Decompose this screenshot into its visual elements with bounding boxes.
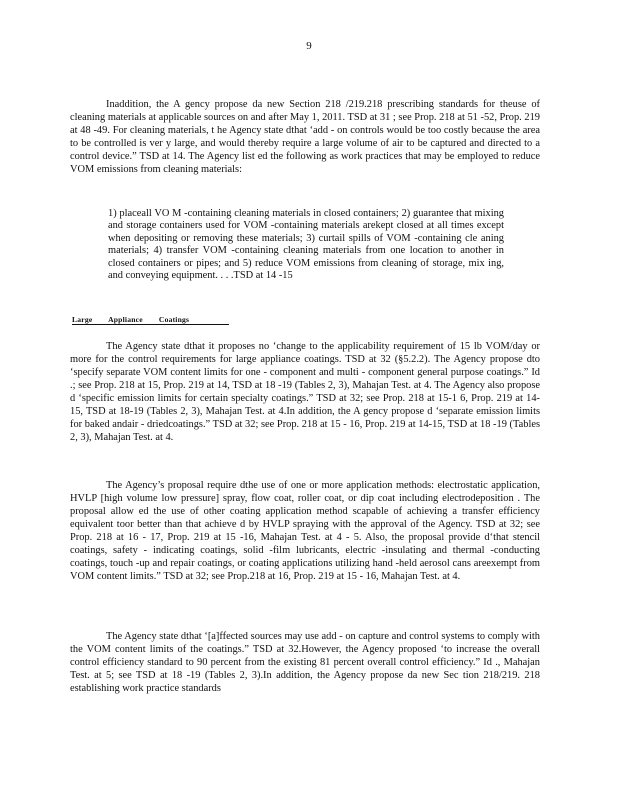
paragraph-text: The Agency state dthat ‘[a]ffected sources may use add - on capture and control systems to comply with the VOM content limits of the coatings.” TSD at 32.However, the Agency proposed ‘to increase the overall control efficiency standard to 90 percent from the existing 81 percent overall control efficiency.” Id ., Mahajan Test. at 5; see TSD at 18 -19 (Tables 2, 3).In addition, the Agency propose da new Sec tion 218/219. 218 establishing work practice standards (70, 631, 540, 694)
block-quote-work-practices: 1) placeall VO M -containing cleaning materials in closed containers; 2) guarantee that mixing and storage containers used for VOM -containing materials arekept closed at all times except when depositing or removing these materials; 3) curtail spills of VOM -containing cle aning materials; 4) transfer VOM -containing cleaning materials from one location to another in closed containers or pipes; and 5) reduce VOM emissions from cleaning of storage, mix ing, and conveying equipment. . . .TSD at 14 -15 (108, 208, 504, 282)
section-heading: Large Appliance Coatings (72, 315, 229, 325)
paragraph-control-systems (70, 630, 540, 695)
paragraph-text: Inaddition, the A gency propose da new Section 218 /219.218 prescribing standards for theuse of cleaning materials at applicable sources on and after May 1, 2011. TSD at 31 ; see Prop. 218 at 51 -52, Prop. 219 at 48 -49. For cleaning materials, t he Agency state dthat ‘add - on controls would be too costly because the area to be controlled is ver y large, and would thereby require a large volume of air to be captured and directed to a control device.” TSD at 14. The Agency list ed the following as work practices that may be employed to reduce VOM emissions from cleaning materials: (70, 99, 540, 175)
paragraph-text: The Agency’s proposal require dthe use of one or more application methods: electrostatic application, HVLP [high volume low pressure] spray, flow coat, roller coat, or dip coat including electrodeposition . The proposal allow ed the use of other coating application method scapable of achieving a transfer efficiency equivalent toor better than that achieve d by HVLP spraying with the approval of the Agency. TSD at 32; see Prop. 218 at 16 - 17, Prop. 219 at 15 -16, Mahajan Test. at 4 - 5. Also, the proposal provide d‘that stencil coatings, safety - indicating coatings, solid -film lubricants, electric -insulating and thermal -conducting coatings, touch -up and repair coatings, or coating applications utilizing hand -held aerosol cans areexempt from VOM content limits.” TSD at 32; see Prop.218 at 16, Prop. 219 at 15 - 16, Mahajan Test. at 4. (70, 480, 540, 582)
paragraph-text: The Agency state dthat it proposes no ‘change to the applicability requirement of 15 lb VOM/day or more for the control requirements for large appliance coatings. TSD at 32 (§5.2.2). The Agency propose dto ‘specify separate VOM content limits for one - component and multi - component general purpose coatings.” Id .; see Prop. 218 at 15, Prop. 219 at 14, TSD at 18 -19 (Tables 2, 3), Mahajan Test. at 4. The Agency also propose d ‘specific emission limits for certain specialty coatings.” TSD at 32; see Prop. 218 at 15-1 6, Prop. 219 at 14-15, TSD at 18-19 (Tables 2, 3), Mahajan Test. at 4.In addition, the A gency propose d ‘separate emission limits for baked andair - driedcoatings.” TSD at 32; see Prop. 218 at 15 - 16, Prop. 219 at 14-15, TSD at 18 -19 (Tables 2, 3), Mahajan Test. at 4. (70, 341, 540, 443)
paragraph-application-methods (70, 479, 540, 583)
paragraph-cleaning-materials (70, 98, 540, 176)
paragraph-applicability (70, 340, 540, 444)
page-number: 9 (306, 40, 312, 52)
